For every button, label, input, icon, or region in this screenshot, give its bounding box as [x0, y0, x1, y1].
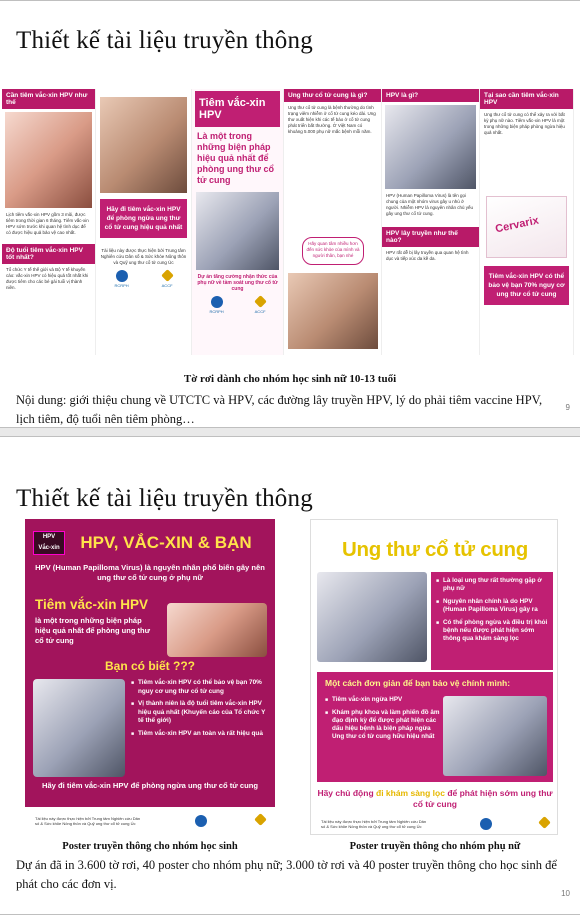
- fact-item: ■ Tiêm vắc-xin HPV an toàn và rất hiệu quả: [131, 730, 269, 739]
- protection-box: Tiêm vắc-xin HPV có thể bảo vệ bạn 70% nguy cơ ung thư cổ tử cung: [484, 266, 569, 305]
- panel-header: Tại sao cần tiêm vắc-xin HPV: [480, 89, 573, 109]
- panel-text: HPV rất dễ bị lây truyền qua quan hệ tình dục và tiếp xúc da kề da.: [386, 250, 469, 261]
- leaflet-panel-cancer: [284, 89, 382, 355]
- hpv-badge: HPV Vắc-xin: [33, 531, 65, 555]
- facts-list: [431, 572, 553, 670]
- fact-item: ■ Có thể phòng ngừa và điều trị khỏi bệnh nếu được phát hiện sớm thông qua khám sàng lọc: [436, 619, 548, 643]
- page-number: 9: [565, 403, 570, 412]
- slide-9: [0, 0, 580, 428]
- rcrph-logo: [195, 815, 207, 828]
- facts-list: [131, 679, 269, 742]
- leaflet-panel-back: [96, 89, 192, 355]
- panel-header: Ung thư cổ tử cung là gì?: [284, 89, 381, 102]
- page-number: 10: [561, 889, 570, 898]
- panel-header: HPV lây truyền như thế nào?: [382, 227, 479, 247]
- poster-women: [310, 519, 558, 835]
- leaflet-panel-schedule: [2, 89, 96, 355]
- students-photo: [196, 192, 279, 270]
- rcrph-logo: RCRPH: [209, 296, 223, 314]
- poster-call-to-action: Hãy chủ động đi khám sàng lọc để phát hiện sớm ung thư cổ tử cung: [317, 788, 553, 809]
- fact-item: ■ Vị thành niên là độ tuổi tiêm vắc-xin HPV hiệu quả nhất (Khuyến cáo của Tổ chức Y tế thế giới): [131, 700, 269, 726]
- protection-section: [317, 672, 553, 782]
- panel-text: Ung thư cổ tử cung là bệnh thường do tình trạng viêm nhiễm ở cổ tử cung kéo dài. Ung thư xuất hiện khi các tế bào ở cổ tử cung phát triển bất thường. Ở Việt Nam có khoảng 5.000 phụ nữ mắc bệnh mỗi năm.: [288, 105, 376, 134]
- accf-logo: [256, 815, 265, 827]
- panel-header: Cần tiêm vắc-xin HPV như thế: [2, 89, 95, 109]
- poster-students: [25, 519, 275, 835]
- poster-caption-women: Poster truyền thông cho nhóm phụ nữ: [349, 841, 521, 852]
- slide-title: Thiết kế tài liệu truyền thông: [16, 485, 313, 512]
- slide-description: Nội dung: giới thiệu chung về UTCTC và HPV, các đường lây truyền HPV, lý do phải tiêm vaccine HPV, lịch tiêm, độ tuổi nên tiêm phòng…: [16, 393, 543, 426]
- call-to-action-box: Hãy đi tiêm vắc-xin HPV để phòng ngừa ung thư cổ tử cung hiệu quả nhất: [100, 199, 187, 238]
- protection-list: [325, 696, 443, 746]
- poster-intro: HPV (Human Papilloma Virus) là nguyên nhân phổ biến gây nên ung thư cổ tử cung ở phụ nữ: [35, 563, 265, 582]
- logo-row: [192, 292, 283, 318]
- poster-title: HPV, VẮC-XIN & BẠN: [80, 533, 252, 552]
- rcrph-logo: RCRPH: [114, 270, 128, 288]
- accf-logo: ACCF: [255, 297, 266, 314]
- project-text: Dự án tăng cường nhận thức của phụ nữ về tầm soát ung thư cổ tử cung: [197, 274, 278, 292]
- poster-subtext: là một trong những biện pháp hiệu quả nhất để phòng ung thư cổ tử cung: [35, 616, 150, 645]
- poster-footer: [311, 814, 558, 834]
- rcrph-logo: [480, 818, 492, 831]
- accf-logo: [540, 818, 549, 830]
- fact-item: ■ Nguyên nhân chính là do HPV (Human Papilloma Virus) gây ra: [436, 598, 548, 614]
- leaflet-panel-hpv: [382, 89, 480, 355]
- protection-heading: Một cách đơn giản để bạn bảo vệ chính mình:: [325, 678, 511, 688]
- poster-title: Ung thư cổ tử cung: [342, 538, 528, 561]
- credit-text: Tài liệu này được thực hiện bởi Trung tâm Nghiên cứu Dân số & Sức khỏe Nông thôn và Quỹ ung thư cổ tử cung Úc: [321, 819, 427, 829]
- mother-daughter-photo: [288, 273, 378, 349]
- leaflet-image: [2, 89, 574, 355]
- vaccination-photo: [5, 112, 92, 208]
- classroom-photo: [385, 105, 476, 189]
- cover-title: Tiêm vắc-xin HPV: [195, 91, 280, 127]
- product-name: Cervarix: [494, 214, 540, 236]
- poster-call-to-action: Hãy đi tiêm vắc-xin HPV để phòng ngừa ung thư cổ tử cung: [41, 781, 259, 790]
- panel-text: Tổ chức Y tế thế giới và Bộ Y tế khuyến cáo: vắc-xin HPV có hiệu quả tốt nhất khi được tiêm cho các bé gái tuổi vị thành niên.: [6, 267, 89, 290]
- poster-header: [33, 529, 267, 557]
- vaccine-box-image: [486, 196, 567, 258]
- slide-separator: [0, 428, 580, 436]
- poster-caption-students: Poster truyền thông cho nhóm học sinh: [62, 841, 238, 852]
- slide-title: Thiết kế tài liệu truyền thông: [16, 27, 313, 54]
- slide-10: [0, 436, 580, 915]
- lab-photo: [443, 696, 547, 776]
- protection-item: ■ Khám phụ khoa và làm phiến đồ âm đạo định kỳ để được phát hiện các dấu hiệu bệnh là biện pháp ngừa Ung thư cổ tử cung hữu hiệu nhất: [325, 709, 443, 741]
- leaflet-panel-why: [480, 89, 574, 355]
- fact-item: ■ Tiêm vắc-xin HPV có thể bảo vệ bạn 70% nguy cơ ung thư cổ tử cung: [131, 679, 269, 696]
- poster-subheading: Tiêm vắc-xin HPV: [35, 597, 149, 612]
- credit-text: Tài liệu này được thực hiện bởi Trung tâm Nghiên cứu Dân số & Sức khỏe Nông thôn và Quỹ ung thư cổ tử cung Úc: [35, 816, 141, 826]
- panel-text: Lịch tiêm vắc-xin HPV gồm 3 mũi, được tiêm trong thời gian 6 tháng. Tiêm vắc-xin HPV sớm trước khi quan hệ tình dục để có được hiệu quả bảo vệ cao nhất.: [6, 212, 89, 235]
- speech-bubble: Hãy quan tâm nhiều hơn đến sức khỏe của mình và người thân, bạn nhé: [302, 237, 364, 265]
- credit-text: Tài liệu này được thực hiện bởi Trung tâm Nghiên cứu Dân số & Sức khỏe Nông thôn và Quỹ ung thư cổ tử cung Úc: [100, 248, 187, 265]
- clinic-photo: [317, 572, 427, 662]
- panel-text: Ung thư cổ tử cung có thể xảy ra với bất kỳ phụ nữ nào. Tiêm vắc-xin HPV là một trong những biện pháp phòng ngừa hiệu quả nhất.: [484, 112, 565, 135]
- protection-item: ■ Tiêm vắc-xin ngừa HPV: [325, 696, 443, 704]
- poster-footer: [25, 807, 275, 835]
- panel-header: HPV là gì?: [382, 89, 479, 102]
- leaflet-panel-cover: [192, 89, 284, 355]
- leaflet-caption: Tờ rơi dành cho nhóm học sinh nữ 10-13 tuổi: [183, 373, 397, 385]
- panel-text: HPV (Human Papilloma Virus) là tên gọi chung của một nhóm virus gây u nhú ở người. Nhiễm HPV là nguyên nhân chủ yếu gây ung thư cổ tử cung.: [386, 193, 474, 216]
- fact-item: ■ Là loại ung thư rất thường gặp ở phụ nữ: [436, 577, 548, 593]
- vaccination-photo: [167, 603, 267, 657]
- logo-row: [96, 266, 191, 292]
- panel-header: Độ tuổi tiêm vắc-xin HPV tốt nhất?: [2, 244, 95, 264]
- slide-description: Dự án đã in 3.600 tờ rơi, 40 poster cho nhóm phụ nữ; 3.000 tờ rơi và 40 poster truyền thông cho học sinh để phát cho các đơn vị.: [16, 858, 557, 891]
- did-you-know: Bạn có biết ???: [105, 659, 195, 673]
- doctor-photo: [100, 97, 187, 193]
- accf-logo: ACCF: [162, 271, 173, 288]
- cover-subtitle: Là một trong những biện pháp hiệu quả nhất để phòng ung thư cổ tử cung: [197, 131, 274, 185]
- students-photo: [33, 679, 125, 777]
